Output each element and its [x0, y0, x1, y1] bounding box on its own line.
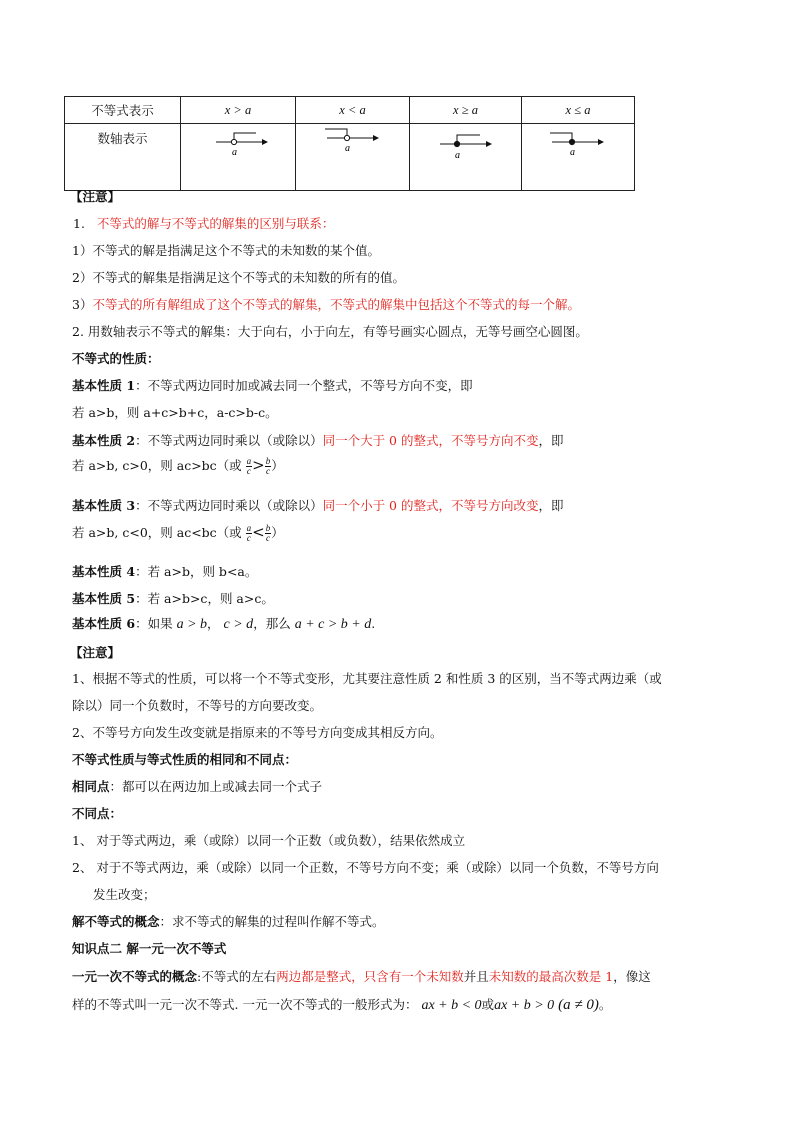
note1-item-4: [72, 295, 580, 313]
general-form-math-3: (a ≠ 0): [558, 997, 599, 1013]
definition-highlight-3: 未知数的最高次数是 1: [488, 969, 614, 984]
numberline-gt-diagram: [208, 124, 268, 164]
note1-item-1-number: 1.: [73, 216, 85, 231]
note1-item-5: 2. 用数轴表示不等式的解集：大于向右，小于向左，有等号画实心圆点，无等号画空心圆图。: [72, 324, 588, 339]
property-2-label: 基本性质 2: [72, 433, 136, 448]
note1-item-2: 1）不等式的解是指满足这个不等式的未知数的某个值。: [72, 243, 380, 258]
numberline-le-diagram: [548, 124, 608, 164]
note-heading-2: 【注意】: [70, 645, 121, 660]
definition-highlight-2: ，只含有一个未知数: [351, 969, 464, 984]
fraction-a-over-c: $\frac{a}{c}$: [246, 456, 252, 476]
solve-definition-label: 解不等式的概念: [72, 914, 160, 929]
property-6-end: .: [371, 616, 376, 631]
property-2-example-close: ）: [271, 458, 284, 473]
definition-label: 一元一次不等式的概念: [72, 969, 198, 984]
property-6-math-2: c > d: [223, 617, 254, 632]
note1-item-4-prefix: 3）: [72, 297, 93, 312]
svg-text:a: a: [454, 150, 460, 161]
property-6-text-b: ，那么: [253, 616, 291, 631]
cell-expr-le: x ≤ a: [522, 97, 635, 124]
property-5-label: 基本性质 5: [72, 591, 136, 606]
general-form-math-1: ax + b < 0: [421, 998, 482, 1013]
inequality-table: [64, 96, 635, 191]
comparison-same-text: ：都可以在两边加上或减去同一个式子: [109, 779, 323, 794]
property-1: [72, 376, 473, 394]
definition-text-a: :不等式的左右: [197, 969, 277, 984]
property-6-text-a: ：如果: [135, 616, 173, 631]
property-3-text-a: ：不等式两边同时乘以（或除以）: [135, 498, 323, 513]
property-6: [72, 614, 375, 633]
knowledge-point-2-heading: 知识点二 解一元一次不等式: [72, 941, 227, 956]
property-5-text: ：若 a>b>c，则 a>c。: [135, 591, 274, 606]
svg-text:a: a: [344, 143, 350, 154]
definition-text-b: 并且: [463, 969, 489, 984]
cell-expr-ge: x ≥ a: [410, 97, 522, 124]
cell-expr-lt: x < a: [296, 97, 410, 124]
property-3-label: 基本性质 3: [72, 498, 136, 513]
property-2-text-b: ，即: [538, 433, 564, 448]
general-form-math-2: ax + b > 0: [494, 998, 555, 1013]
general-form-text: 样的不等式叫一元一次不等式. 一元一次不等式的一般形式为：: [72, 997, 418, 1012]
definition-highlight-1: 两边都是整式: [276, 969, 352, 984]
note-heading-1: 【注意】: [70, 189, 121, 204]
fraction-operator-lt: <: [252, 523, 265, 541]
property-4: [72, 562, 257, 580]
row-label-inequality: 不等式表示: [65, 97, 181, 124]
comparison-diff-2b: 发生改变；: [93, 887, 156, 902]
svg-text:a: a: [570, 147, 575, 158]
comparison-diff-heading: 不同点：: [72, 806, 123, 821]
property-3-example: [72, 523, 284, 543]
property-3-text-b: ，即: [538, 498, 564, 513]
property-2: [72, 431, 564, 449]
comparison-diff-1: 1、 对于等式两边，乘（或除）以同一个正数（或负数），结果依然成立: [72, 833, 466, 848]
note2-item-1b: 除以）同一个负数时，不等号的方向要改变。: [72, 698, 323, 713]
fraction-b-over-c: $\frac{b}{c}$: [265, 456, 271, 476]
cell-expr-gt: x > a: [181, 97, 296, 124]
numberline-ge-diagram: [436, 124, 496, 164]
property-2-example: [72, 456, 284, 476]
numberline-le: [522, 124, 635, 191]
numberline-lt: [296, 124, 410, 191]
property-2-text-a: ：不等式两边同时乘以（或除以）: [135, 433, 323, 448]
comparison-diff-2a: 2、 对于不等式两边，乘（或除）以同一个正数，不等号方向不变；乘（或除）以同一个负数，不等号方向: [72, 860, 659, 875]
note1-item-4-text: 不等式的所有解组成了这个不等式的解集，不等式的解集中包括这个不等式的每一个解。: [92, 297, 580, 312]
property-3-example-close: ）: [271, 525, 284, 540]
property-1-text: ：不等式两边同时加或减去同一个整式，不等号方向不变，即: [135, 378, 473, 393]
property-2-highlight: 同一个大于 0 的整式，不等号方向不变: [322, 433, 539, 448]
fraction-a-over-c-2: $\frac{a}{c}$: [246, 523, 252, 543]
note1-item-1-text: 不等式的解与不等式的解集的区别与联系：: [96, 216, 335, 231]
properties-heading: 不等式的性质：: [72, 351, 160, 366]
general-form-end: 。: [598, 997, 612, 1012]
property-6-math-3: a + c > b + d: [294, 617, 372, 632]
property-3-example-text: 若 a>b, c<0，则 ac<bc（或: [72, 525, 242, 540]
row-label-numberline: 数轴表示: [65, 124, 181, 191]
property-6-label: 基本性质 6: [72, 616, 136, 631]
note1-item-3: 2）不等式的解集是指满足这个不等式的未知数的所有的值。: [72, 270, 405, 285]
property-4-label: 基本性质 4: [72, 564, 136, 579]
svg-text:a: a: [232, 147, 237, 158]
note1-item-1: [73, 214, 334, 232]
property-1-example: 若 a>b，则 a+c>b+c，a-c>b-c。: [72, 405, 278, 420]
property-2-example-text: 若 a>b, c>0，则 ac>bc（或: [72, 458, 242, 473]
definition-text-c: ，像这: [613, 969, 651, 984]
comparison-same-label: 相同点: [72, 779, 110, 794]
property-5: [72, 589, 274, 607]
property-3: [72, 496, 564, 514]
fraction-operator-gt: >: [252, 456, 265, 474]
comparison-same: [72, 777, 322, 795]
numberline-ge: [410, 124, 522, 191]
fraction-b-over-c-2: $\frac{b}{c}$: [265, 523, 271, 543]
property-6-math-1: a > b: [176, 617, 208, 632]
property-4-text: ：若 a>b，则 b<a。: [135, 564, 258, 579]
note2-item-2: 2、不等号方向发生改变就是指原来的不等号方向变成其相反方向。: [72, 725, 443, 740]
general-form-line: [72, 995, 611, 1014]
property-3-highlight: 同一个小于 0 的整式，不等号方向改变: [322, 498, 539, 513]
property-1-label: 基本性质 1: [72, 378, 136, 393]
property-6-separator: ，: [207, 616, 220, 631]
numberline-gt: [181, 124, 296, 191]
comparison-heading: 不等式性质与等式性质的相同和不同点：: [72, 752, 298, 767]
general-form-or: 或: [481, 997, 495, 1012]
numberline-lt-diagram: [323, 124, 383, 164]
solve-definition-text: ：求不等式的解集的过程叫作解不等式。: [159, 914, 385, 929]
note2-item-1a: 1、根据不等式的性质，可以将一个不等式变形，尤其要注意性质 2 和性质 3 的区别，当不等式两边乘（或: [72, 671, 662, 686]
solve-definition: [72, 912, 385, 930]
linear-inequality-definition: [72, 967, 651, 985]
